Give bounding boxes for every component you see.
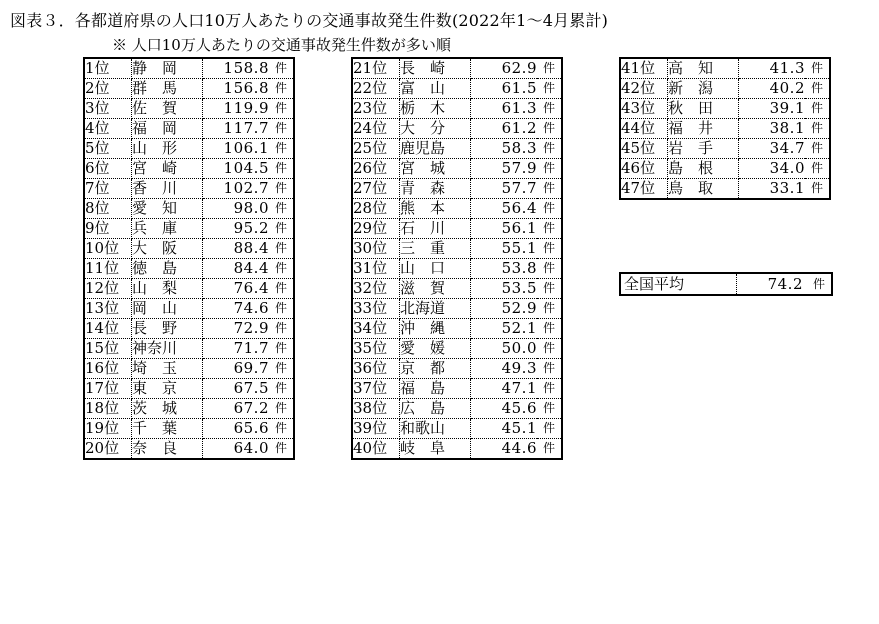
rank-cell: 7位 [84, 179, 132, 199]
table-row [84, 419, 294, 439]
unit-label: 件 [269, 339, 294, 359]
rank-cell: 13位 [84, 299, 132, 319]
prefecture-cell: 栃 木 [400, 99, 471, 119]
unit-label: 件 [269, 119, 294, 139]
national-average-value: 74.2 [767, 275, 803, 293]
table-row [84, 199, 294, 219]
value-cell: 53.5 [471, 279, 538, 299]
rank-cell: 35位 [352, 339, 400, 359]
rank-cell: 41位 [620, 58, 668, 79]
unit-label: 件 [269, 99, 294, 119]
table-row [352, 299, 562, 319]
prefecture-cell: 宮 崎 [132, 159, 203, 179]
unit-label: 件 [537, 359, 562, 379]
rank-cell: 33位 [352, 299, 400, 319]
unit-label: 件 [537, 259, 562, 279]
rank-cell: 42位 [620, 79, 668, 99]
rank-cell: 10位 [84, 239, 132, 259]
unit-label: 件 [269, 419, 294, 439]
value-cell: 119.9 [203, 99, 270, 119]
table-row [84, 99, 294, 119]
unit-label: 件 [537, 379, 562, 399]
value-cell: 53.8 [471, 259, 538, 279]
unit-label: 件 [805, 119, 830, 139]
rank-cell: 24位 [352, 119, 400, 139]
table-row [352, 259, 562, 279]
rank-cell: 17位 [84, 379, 132, 399]
rank-cell: 3位 [84, 99, 132, 119]
unit-label: 件 [537, 219, 562, 239]
table-row [620, 139, 830, 159]
prefecture-cell: 神奈川 [132, 339, 203, 359]
value-cell: 62.9 [471, 58, 538, 79]
value-cell: 41.3 [739, 58, 806, 79]
rank-cell: 14位 [84, 319, 132, 339]
rank-cell: 23位 [352, 99, 400, 119]
value-cell: 44.6 [501, 439, 537, 457]
value-cell: 49.3 [471, 359, 538, 379]
value-cell: 102.7 [203, 179, 270, 199]
unit-label: 件 [269, 219, 294, 239]
prefecture-cell: 大 阪 [132, 239, 203, 259]
table-row [84, 179, 294, 199]
unit-label: 件 [537, 279, 562, 299]
rank-cell: 15位 [84, 339, 132, 359]
rank-cell: 38位 [352, 399, 400, 419]
table-row [620, 99, 830, 119]
table-subtitle: ※ 人口10万人あたりの交通事故発生件数が多い順 [112, 36, 451, 54]
table-row [84, 139, 294, 159]
table-row [352, 159, 562, 179]
value-cell: 74.6 [203, 299, 270, 319]
rank-cell: 9位 [84, 219, 132, 239]
rank-cell: 5位 [84, 139, 132, 159]
value-cell: 52.9 [471, 299, 538, 319]
table-row [352, 279, 562, 299]
unit-label: 件 [269, 139, 294, 159]
table-row [84, 58, 294, 79]
value-cell: 61.3 [471, 99, 538, 119]
unit-label: 件 [269, 199, 294, 219]
rank-cell: 39位 [352, 419, 400, 439]
value-cell: 67.2 [203, 399, 270, 419]
rank-cell: 27位 [352, 179, 400, 199]
unit-label: 件 [537, 119, 562, 139]
prefecture-cell: 大 分 [400, 119, 471, 139]
prefecture-cell: 石 川 [400, 219, 471, 239]
value-cell: 104.5 [203, 159, 270, 179]
value-cell: 61.5 [471, 79, 538, 99]
unit-label: 件 [269, 79, 294, 99]
value-cell: 47.1 [471, 379, 538, 399]
prefecture-cell: 山 形 [132, 139, 203, 159]
unit-label: 件 [269, 279, 294, 299]
rank-cell: 32位 [352, 279, 400, 299]
prefecture-cell: 埼 玉 [132, 359, 203, 379]
table-row [84, 119, 294, 139]
rank-cell: 44位 [620, 119, 668, 139]
value-cell: 72.9 [203, 319, 270, 339]
unit-label: 件 [805, 159, 830, 179]
unit-label: 件 [269, 159, 294, 179]
value-cell: 65.6 [203, 419, 270, 439]
rank-cell: 47位 [620, 179, 668, 200]
table-row [352, 359, 562, 379]
table-row [352, 139, 562, 159]
prefecture-cell: 岩 手 [668, 139, 739, 159]
prefecture-cell: 千 葉 [132, 419, 203, 439]
prefecture-cell: 長 野 [132, 319, 203, 339]
value-cell: 55.1 [471, 239, 538, 259]
prefecture-cell: 岡 山 [132, 299, 203, 319]
prefecture-cell: 愛 媛 [400, 339, 471, 359]
value-cell: 61.2 [471, 119, 538, 139]
prefecture-cell: 鹿児島 [400, 139, 471, 159]
value-cell: 76.4 [203, 279, 270, 299]
unit-label: 件 [274, 441, 287, 455]
unit-label: 件 [269, 399, 294, 419]
table-row [620, 58, 830, 79]
prefecture-cell: 高 知 [668, 58, 739, 79]
rank-cell: 25位 [352, 139, 400, 159]
table-row [352, 319, 562, 339]
rank-cell: 26位 [352, 159, 400, 179]
value-cell: 106.1 [203, 139, 270, 159]
table-row [84, 439, 294, 460]
prefecture-cell: 新 潟 [668, 79, 739, 99]
unit-label: 件 [805, 99, 830, 119]
prefecture-cell: 福 井 [668, 119, 739, 139]
prefecture-cell: 宮 城 [400, 159, 471, 179]
unit-label: 件 [537, 99, 562, 119]
table-row [84, 359, 294, 379]
ranking-table-2 [351, 57, 563, 460]
value-cell: 67.5 [203, 379, 270, 399]
rank-cell: 30位 [352, 239, 400, 259]
prefecture-cell: 秋 田 [668, 99, 739, 119]
table-row [84, 259, 294, 279]
rank-cell: 1位 [84, 58, 132, 79]
unit-label: 件 [537, 339, 562, 359]
table-row [84, 219, 294, 239]
value-cell: 71.7 [203, 339, 270, 359]
table-row [352, 399, 562, 419]
rank-cell: 8位 [84, 199, 132, 219]
unit-label: 件 [537, 319, 562, 339]
value-cell: 52.1 [471, 319, 538, 339]
rank-cell: 46位 [620, 159, 668, 179]
table-row [84, 79, 294, 99]
page-title: 図表３．各都道府県の人口10万人あたりの交通事故発生件数(2022年1～4月累計) [10, 11, 609, 30]
prefecture-cell: 愛 知 [132, 199, 203, 219]
rank-cell: 36位 [352, 359, 400, 379]
prefecture-cell: 島 根 [668, 159, 739, 179]
prefecture-cell: 兵 庫 [132, 219, 203, 239]
value-cell: 117.7 [203, 119, 270, 139]
prefecture-cell: 山 口 [400, 259, 471, 279]
value-cell: 84.4 [203, 259, 270, 279]
unit-label: 件 [537, 58, 562, 79]
value-cell: 58.3 [471, 139, 538, 159]
rank-cell: 40位 [352, 439, 400, 460]
prefecture-cell: 鳥 取 [668, 179, 739, 200]
prefecture-cell: 和歌山 [400, 419, 471, 439]
table-row [352, 58, 562, 79]
prefecture-cell: 青 森 [400, 179, 471, 199]
rank-cell: 28位 [352, 199, 400, 219]
rank-cell: 21位 [352, 58, 400, 79]
rank-cell: 19位 [84, 419, 132, 439]
ranking-table-3 [619, 57, 831, 200]
table-row [84, 299, 294, 319]
value-cell: 39.1 [739, 99, 806, 119]
prefecture-cell: 静 岡 [132, 58, 203, 79]
table-row [352, 79, 562, 99]
table-row [352, 219, 562, 239]
unit-label: 件 [810, 181, 823, 195]
table-row [352, 339, 562, 359]
unit-label: 件 [812, 277, 825, 291]
value-cell: 40.2 [739, 79, 806, 99]
value-cell: 64.0 [233, 439, 269, 457]
table-row [352, 199, 562, 219]
table-row [84, 339, 294, 359]
rank-cell: 16位 [84, 359, 132, 379]
table-row [620, 179, 830, 200]
value-cell: 88.4 [203, 239, 270, 259]
unit-label: 件 [269, 319, 294, 339]
unit-label: 件 [269, 179, 294, 199]
unit-label: 件 [269, 239, 294, 259]
table-row [84, 239, 294, 259]
national-average-row [620, 273, 832, 295]
table-row [84, 159, 294, 179]
prefecture-cell: 岐 阜 [400, 439, 471, 460]
prefecture-cell: 北海道 [400, 299, 471, 319]
rank-cell: 31位 [352, 259, 400, 279]
value-cell: 50.0 [471, 339, 538, 359]
table-row [352, 179, 562, 199]
unit-label: 件 [537, 179, 562, 199]
unit-label: 件 [805, 139, 830, 159]
unit-label: 件 [805, 58, 830, 79]
table-row [352, 419, 562, 439]
table-row [84, 319, 294, 339]
rank-cell: 45位 [620, 139, 668, 159]
unit-label: 件 [537, 299, 562, 319]
prefecture-cell: 福 島 [400, 379, 471, 399]
value-cell: 69.7 [203, 359, 270, 379]
value-cell: 158.8 [203, 58, 270, 79]
value-cell: 95.2 [203, 219, 270, 239]
value-cell: 38.1 [739, 119, 806, 139]
prefecture-cell: 奈 良 [132, 439, 203, 460]
value-cell: 156.8 [203, 79, 270, 99]
prefecture-cell: 京 都 [400, 359, 471, 379]
table-row [352, 119, 562, 139]
value-cell: 57.9 [471, 159, 538, 179]
table-row [620, 79, 830, 99]
unit-label: 件 [269, 359, 294, 379]
rank-cell: 34位 [352, 319, 400, 339]
value-cell: 34.0 [739, 159, 806, 179]
unit-label: 件 [537, 419, 562, 439]
value-cell: 45.1 [471, 419, 538, 439]
unit-label: 件 [269, 379, 294, 399]
rank-cell: 29位 [352, 219, 400, 239]
prefecture-cell: 滋 賀 [400, 279, 471, 299]
prefecture-cell: 熊 本 [400, 199, 471, 219]
table-row [620, 159, 830, 179]
unit-label: 件 [537, 199, 562, 219]
table-row [84, 399, 294, 419]
unit-label: 件 [269, 58, 294, 79]
unit-label: 件 [805, 79, 830, 99]
rank-cell: 4位 [84, 119, 132, 139]
prefecture-cell: 長 崎 [400, 58, 471, 79]
unit-label: 件 [537, 159, 562, 179]
unit-label: 件 [269, 299, 294, 319]
prefecture-cell: 山 梨 [132, 279, 203, 299]
prefecture-cell: 香 川 [132, 179, 203, 199]
unit-label: 件 [537, 399, 562, 419]
prefecture-cell: 三 重 [400, 239, 471, 259]
rank-cell: 12位 [84, 279, 132, 299]
rank-cell: 20位 [84, 439, 132, 460]
unit-label: 件 [537, 239, 562, 259]
rank-cell: 6位 [84, 159, 132, 179]
rank-cell: 43位 [620, 99, 668, 119]
prefecture-cell: 広 島 [400, 399, 471, 419]
national-average-table [619, 272, 833, 296]
prefecture-cell: 東 京 [132, 379, 203, 399]
table-row [352, 439, 562, 460]
table-row [84, 379, 294, 399]
value-cell: 56.4 [471, 199, 538, 219]
prefecture-cell: 佐 賀 [132, 99, 203, 119]
prefecture-cell: 富 山 [400, 79, 471, 99]
value-cell: 56.1 [471, 219, 538, 239]
prefecture-cell: 群 馬 [132, 79, 203, 99]
rank-cell: 11位 [84, 259, 132, 279]
table-row [352, 379, 562, 399]
value-cell: 98.0 [203, 199, 270, 219]
national-average-label: 全国平均 [620, 273, 737, 295]
prefecture-cell: 福 岡 [132, 119, 203, 139]
unit-label: 件 [542, 441, 555, 455]
table-row [620, 119, 830, 139]
table-row [352, 239, 562, 259]
rank-cell: 22位 [352, 79, 400, 99]
prefecture-cell: 徳 島 [132, 259, 203, 279]
rank-cell: 2位 [84, 79, 132, 99]
value-cell: 34.7 [739, 139, 806, 159]
unit-label: 件 [537, 139, 562, 159]
prefecture-cell: 沖 縄 [400, 319, 471, 339]
table-row [352, 99, 562, 119]
rank-cell: 18位 [84, 399, 132, 419]
unit-label: 件 [537, 79, 562, 99]
table-row [84, 279, 294, 299]
value-cell: 57.7 [471, 179, 538, 199]
value-cell: 33.1 [769, 179, 805, 197]
prefecture-cell: 茨 城 [132, 399, 203, 419]
ranking-table-1 [83, 57, 295, 460]
unit-label: 件 [269, 259, 294, 279]
rank-cell: 37位 [352, 379, 400, 399]
value-cell: 45.6 [471, 399, 538, 419]
